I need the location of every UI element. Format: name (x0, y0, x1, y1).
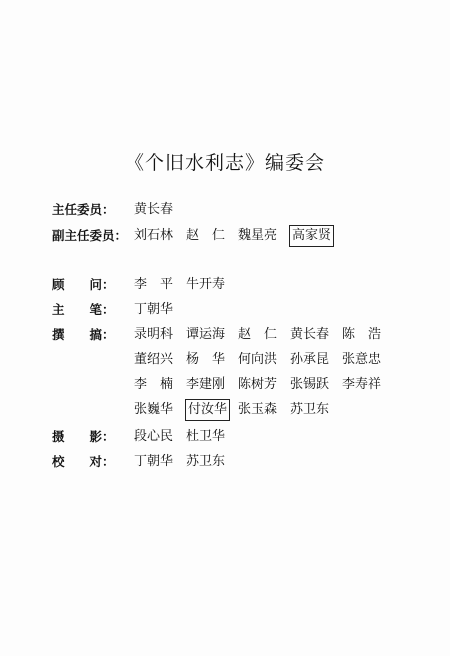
writer-name: 张玉森 (238, 402, 278, 417)
proofreader-name: 苏卫东 (186, 454, 226, 469)
writer-name: 李寿祥 (342, 377, 382, 392)
writer-name: 黄长春 (290, 327, 330, 342)
director-label: 主任委员： (52, 202, 115, 217)
advisor-label: 顾 问： (52, 277, 115, 292)
writer-name: 何向洪 (238, 352, 278, 367)
writer-name: 谭运海 (186, 327, 226, 342)
deputy-name: 刘石林 (134, 228, 174, 243)
deputy-name-boxed: 高家贤 (290, 226, 333, 246)
writer-name: 陈 浩 (342, 327, 382, 342)
advisor-name: 牛开寿 (186, 277, 226, 292)
writer-name: 孙承昆 (290, 352, 330, 367)
writer-name: 杨 华 (186, 352, 226, 367)
photographer-name: 段心民 (134, 429, 174, 444)
chief-writer-name: 丁朝华 (134, 302, 174, 317)
writer-name: 陈树芳 (238, 377, 278, 392)
proofreader-name: 丁朝华 (134, 454, 174, 469)
deputy-label: 副主任委员： (52, 228, 128, 243)
writer-name: 苏卫东 (290, 402, 330, 417)
director-name: 黄长春 (134, 202, 174, 217)
advisor-name: 李 平 (134, 277, 174, 292)
photographer-name: 杜卫华 (186, 429, 226, 444)
deputy-name: 魏星亮 (238, 228, 278, 243)
writer-name: 赵 仁 (238, 327, 278, 342)
deputy-name: 赵 仁 (186, 228, 226, 243)
chief-writer-label: 主 笔： (52, 302, 115, 317)
writer-name: 张巍华 (134, 402, 174, 417)
writers-label: 撰 搞： (52, 327, 115, 342)
writer-name: 张锡跃 (290, 377, 330, 392)
writer-name: 张意忠 (342, 352, 382, 367)
proofreading-label: 校 对： (52, 454, 115, 469)
writer-name: 李建刚 (186, 377, 226, 392)
writer-name: 录明科 (134, 327, 174, 342)
photography-label: 摄 影： (52, 429, 115, 444)
writer-name: 李 楠 (134, 377, 174, 392)
writer-name-boxed: 付汝华 (186, 400, 229, 420)
page-title: 《个旧水利志》编委会 (124, 152, 325, 174)
writer-name: 董绍兴 (134, 352, 174, 367)
